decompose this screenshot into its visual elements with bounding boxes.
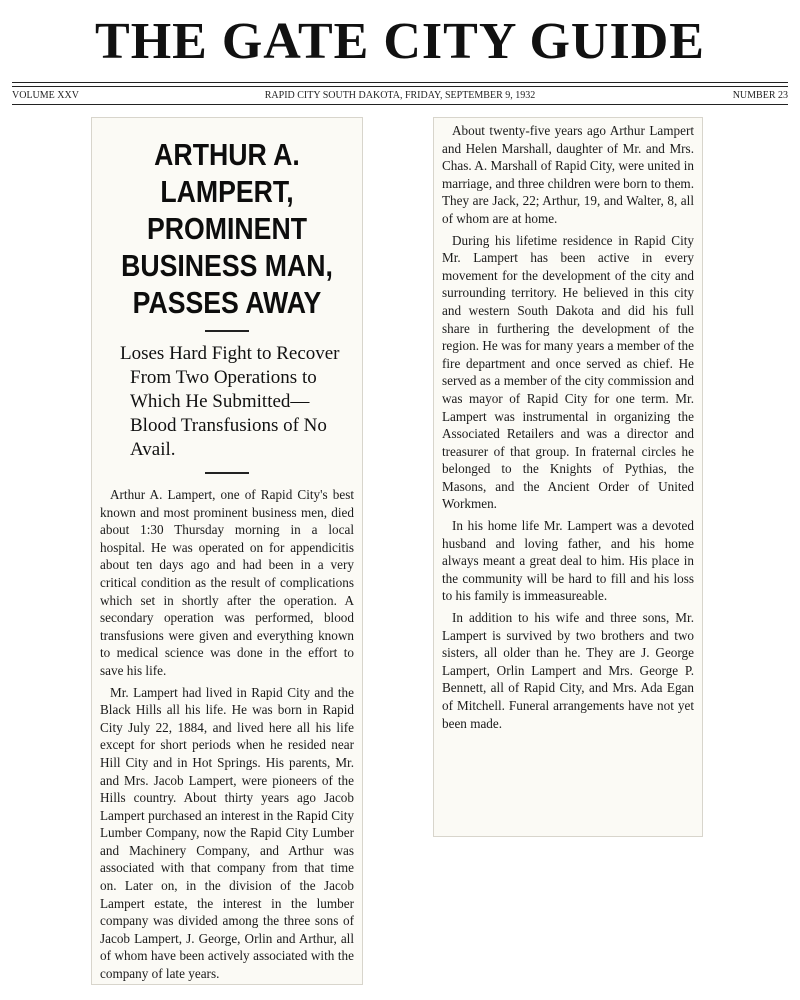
dateline-text: RAPID CITY SOUTH DAKOTA, FRIDAY, SEPTEMBER 9, 1932 [264,90,536,101]
article-paragraph: During his lifetime residence in Rapid City Mr. Lampert has been active in every movement for the development of the city and surrounding territory. He believed in this city and western South Dakota and did his full share in furthering the development of the region. He was for many years a member of the fire department and once served as chief. He served as a member of the city commission and was mayor of Rapid City for one term. Mr. Lampert was instrumental in organizing the Associated Retailers and was a director and treasurer of that group. In fraternal circles he belonged to the Knights of Pythias, the Masons, and the Ancient Order of United Workmen. [442,232,694,512]
article-column-1 [91,117,363,985]
article-paragraph: In addition to his wife and three sons, Mr. Lampert is survived by two brothers and two sisters, all older than he. They are J. George Lampert, Orlin Lampert and Mrs. George P. Bennett, all of Rapid City, and Mrs. Ada Egan of Mitchell. Funeral arrangements have not yet been made. [442,610,694,731]
article-paragraph: Arthur A. Lampert, one of Rapid City's best known and most prominent business men, died about 1:30 Thursday morning in a local hospital. He was operated on for appendicitis about ten days ago and had been in a very critical condition as the result of complications which set in shortly after the operation. A secondary operation was performed, blood transfusions were given and everything known to medical science was done in the effort to save his life. [100,487,354,678]
dateline-bar [12,89,788,103]
masthead-rule-top [12,82,788,83]
issue-number: NUMBER 23 [732,90,788,101]
headline-divider [205,330,249,332]
article-deck: Loses Hard Fight to Recover From Two Operations to Which He Submitted—Blood Transfusions of No Avail. [120,343,340,460]
article-column-2 [433,117,703,837]
article-headline: ARTHUR A. LAMPERT, PROMINENT BUSINESS MAN, PASSES AWAY [121,137,333,320]
article-paragraph: Mr. Lampert had lived in Rapid City and the Black Hills all his life. He was born in Rapid City July 22, 1884, and lived here all his life except for short periods when he resided near Hill City and in Hot Springs. His parents, Mr. and Mrs. Jacob Lampert, were pioneers of the Hills country. About thirty years ago Jacob Lampert purchased an interest in the Rapid City Lumber Company, now the Rapid City Lumber and Machinery Company, and Arthur was associated with that company from that time on. Later on, in the division of the Jacob Lampert estate, the interest in the lumber company was divided among the three sons of Jacob Lampert, J. George, Orlin and Arthur, all of whom have been actively associated with the company of late years. [100,684,354,982]
masthead-rule-top-inner [12,86,788,87]
article-paragraph: About twenty-five years ago Arthur Lampert and Helen Marshall, daughter of Mr. and Mrs. Chas. A. Marshall of Rapid City, were united in marriage, and three children were born to them. They are Jack, 22; Arthur, 19, and Walter, 8, all of whom are at home. [442,123,694,226]
deck-divider [205,472,249,474]
masthead-rule-bottom [12,104,788,105]
newspaper-masthead: THE GATE CITY GUIDE [95,13,705,70]
article-paragraph: In his home life Mr. Lampert was a devoted husband and loving father, and his home always meant a great deal to him. His place in the community will be hard to fill and his loss to his family is immeasureable. [442,518,694,604]
volume-label: VOLUME XXV [12,90,79,101]
